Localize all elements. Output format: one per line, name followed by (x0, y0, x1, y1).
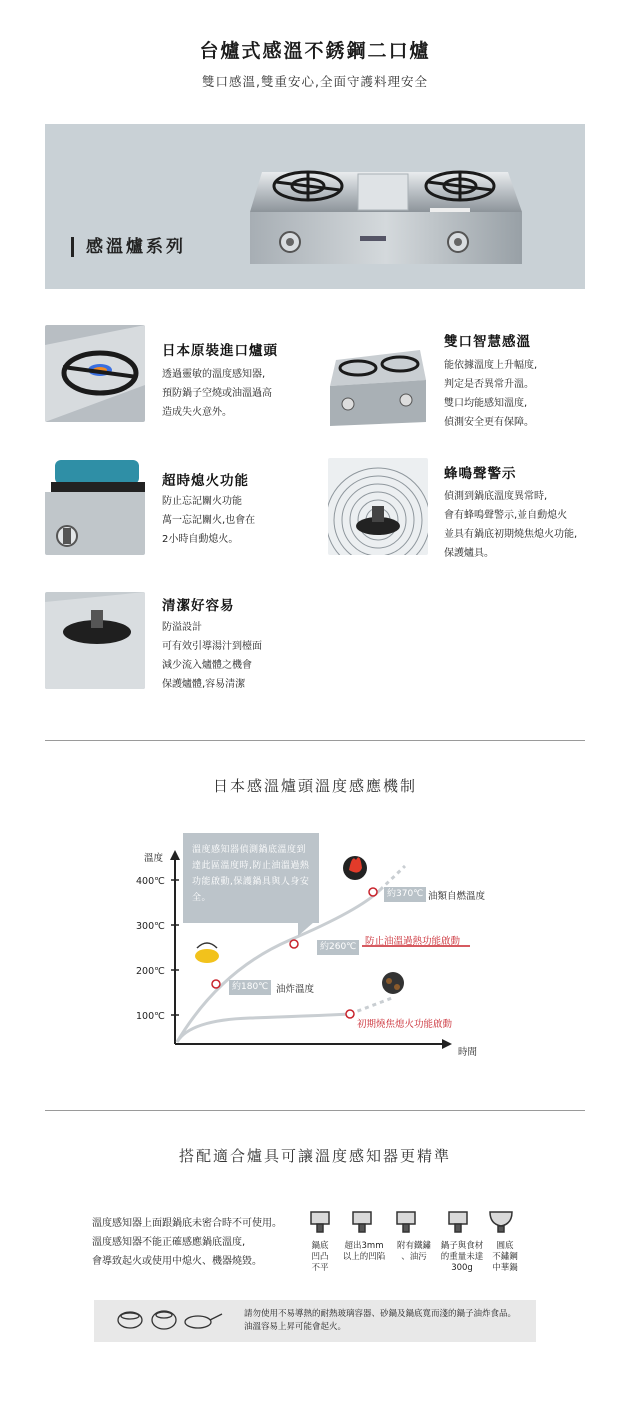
feature-title: 清潔好容易 (162, 598, 235, 614)
pot-caption: 圓底 不鏽鋼 中華鍋 (492, 1241, 518, 1273)
pot-caption: 附有鐵鏽 、油污 (396, 1241, 431, 1262)
pot-caption: 鍋底 凹凸 不平 (311, 1241, 329, 1273)
temp-tag-260: 約260℃ (317, 940, 359, 955)
feature-description: 防止忘記關火功能 萬一忘記關火,也會在 2小時自動熄火。 (162, 496, 256, 545)
burnt-pan-icon (382, 972, 404, 994)
feature-title: 超時熄火功能 (162, 473, 249, 489)
pot-on-stove-image (45, 458, 145, 555)
burner-head-image (45, 325, 145, 422)
page-title: 台爐式感溫不銹鋼二口爐 (199, 40, 431, 62)
page-subtitle: 雙口感溫,雙重安心,全面守護料理安全 (202, 74, 428, 89)
x-axis-arrow (442, 1039, 452, 1049)
feature-description: 能依據溫度上升幅度, 判定是否異常升溫。 雙口均能感知溫度, 偵測安全更有保障。 (444, 360, 538, 428)
light-pot-icon (449, 1212, 467, 1232)
point-label-260: 防止油溫過熱功能啟動 (365, 936, 461, 947)
tick-label: 100℃ (136, 1011, 165, 1022)
point-label-370: 油類自燃溫度 (428, 891, 486, 902)
section-divider (45, 1110, 585, 1111)
x-axis-label: 時間 (458, 1047, 478, 1058)
y-axis-label: 溫度 (144, 853, 164, 864)
tick-label: 400℃ (136, 876, 165, 887)
point-marker-initial (346, 1010, 354, 1018)
mechanism-title: 日本感溫爐頭溫度感應機制 (212, 777, 417, 795)
feature-description: 防溢設計 可有效引導湯汁到檯面 減少流入爐體之機會 保護爐體,容易清潔 (162, 622, 262, 690)
feature-description: 透過靈敏的溫度感知器, 預防鍋子空燒或油溫過高 造成失火意外。 (162, 369, 272, 418)
feature-title: 雙口智慧感溫 (444, 334, 531, 350)
temp-tag-180: 約180℃ (229, 980, 271, 995)
feature-title: 日本原裝進口爐頭 (162, 343, 278, 359)
point-marker-260 (290, 940, 298, 948)
spill-guard-image (45, 592, 145, 689)
stove-product-image (240, 152, 530, 272)
pot-caption: 鍋子與食材 的重量未達 300g (440, 1241, 484, 1273)
noodle-bowl-icon (195, 943, 219, 963)
pot-icons-row (305, 1208, 520, 1238)
dented-pot-icon (353, 1212, 371, 1232)
glass-pot-icon (118, 1312, 142, 1328)
flame-pan-icon (343, 856, 367, 880)
dual-sensor-stove-image (328, 340, 428, 428)
shallow-pan-icon (185, 1314, 222, 1328)
point-label-180: 油炸溫度 (276, 984, 315, 995)
y-axis-arrow (170, 850, 180, 860)
tick-label: 300℃ (136, 921, 165, 932)
hero-banner (45, 124, 585, 289)
banner-label: 感溫爐系列 (71, 237, 186, 257)
buzzer-sensor-image (328, 458, 428, 555)
uneven-bottom-pot-icon (311, 1212, 329, 1232)
tick-label: 200℃ (136, 966, 165, 977)
feature-title: 蜂鳴聲警示 (444, 466, 517, 482)
lower-curve (177, 1014, 350, 1042)
point-marker-180 (212, 980, 220, 988)
rusty-pot-icon (397, 1212, 415, 1232)
temp-tag-370: 約370℃ (384, 887, 426, 902)
round-wok-icon (490, 1212, 512, 1232)
clay-pot-icon (152, 1311, 176, 1329)
pot-caption: 超出3mm 以上的凹陷 (342, 1241, 386, 1262)
point-marker-370 (369, 888, 377, 896)
note-text: 溫度感知器偵測鍋底溫度到達此區溫度時,防止油溫過熱功能啟動,保護鍋具與人身安全。 (192, 845, 310, 903)
notice-text: 請勿使用不易導熱的耐熱玻璃容器、砂鍋及鍋底寬而淺的鍋子油炸食品。 油溫容易上昇可能會起火。 (244, 1309, 517, 1332)
cookware-title: 搭配適合爐具可讓溫度感知器更精準 (178, 1147, 451, 1165)
lower-curve-dashed (350, 998, 392, 1014)
callout-pointer (298, 922, 314, 936)
cookware-warning: 溫度感知器上面跟鍋底未密合時不可使用。 溫度感知器不能正確感應鍋底溫度, 會導致起火或使用中熄火、機器燒毀。 (92, 1218, 282, 1267)
unsuitable-cookware-icons (114, 1306, 224, 1336)
point-label-initial: 初期燒焦熄火功能啟動 (357, 1019, 453, 1030)
section-divider (45, 740, 585, 741)
feature-description: 偵測到鍋底溫度異常時, 會有蜂鳴聲警示,並自動熄火 並具有鍋底初期燒焦熄火功能, 保護爐具。 (444, 491, 578, 559)
